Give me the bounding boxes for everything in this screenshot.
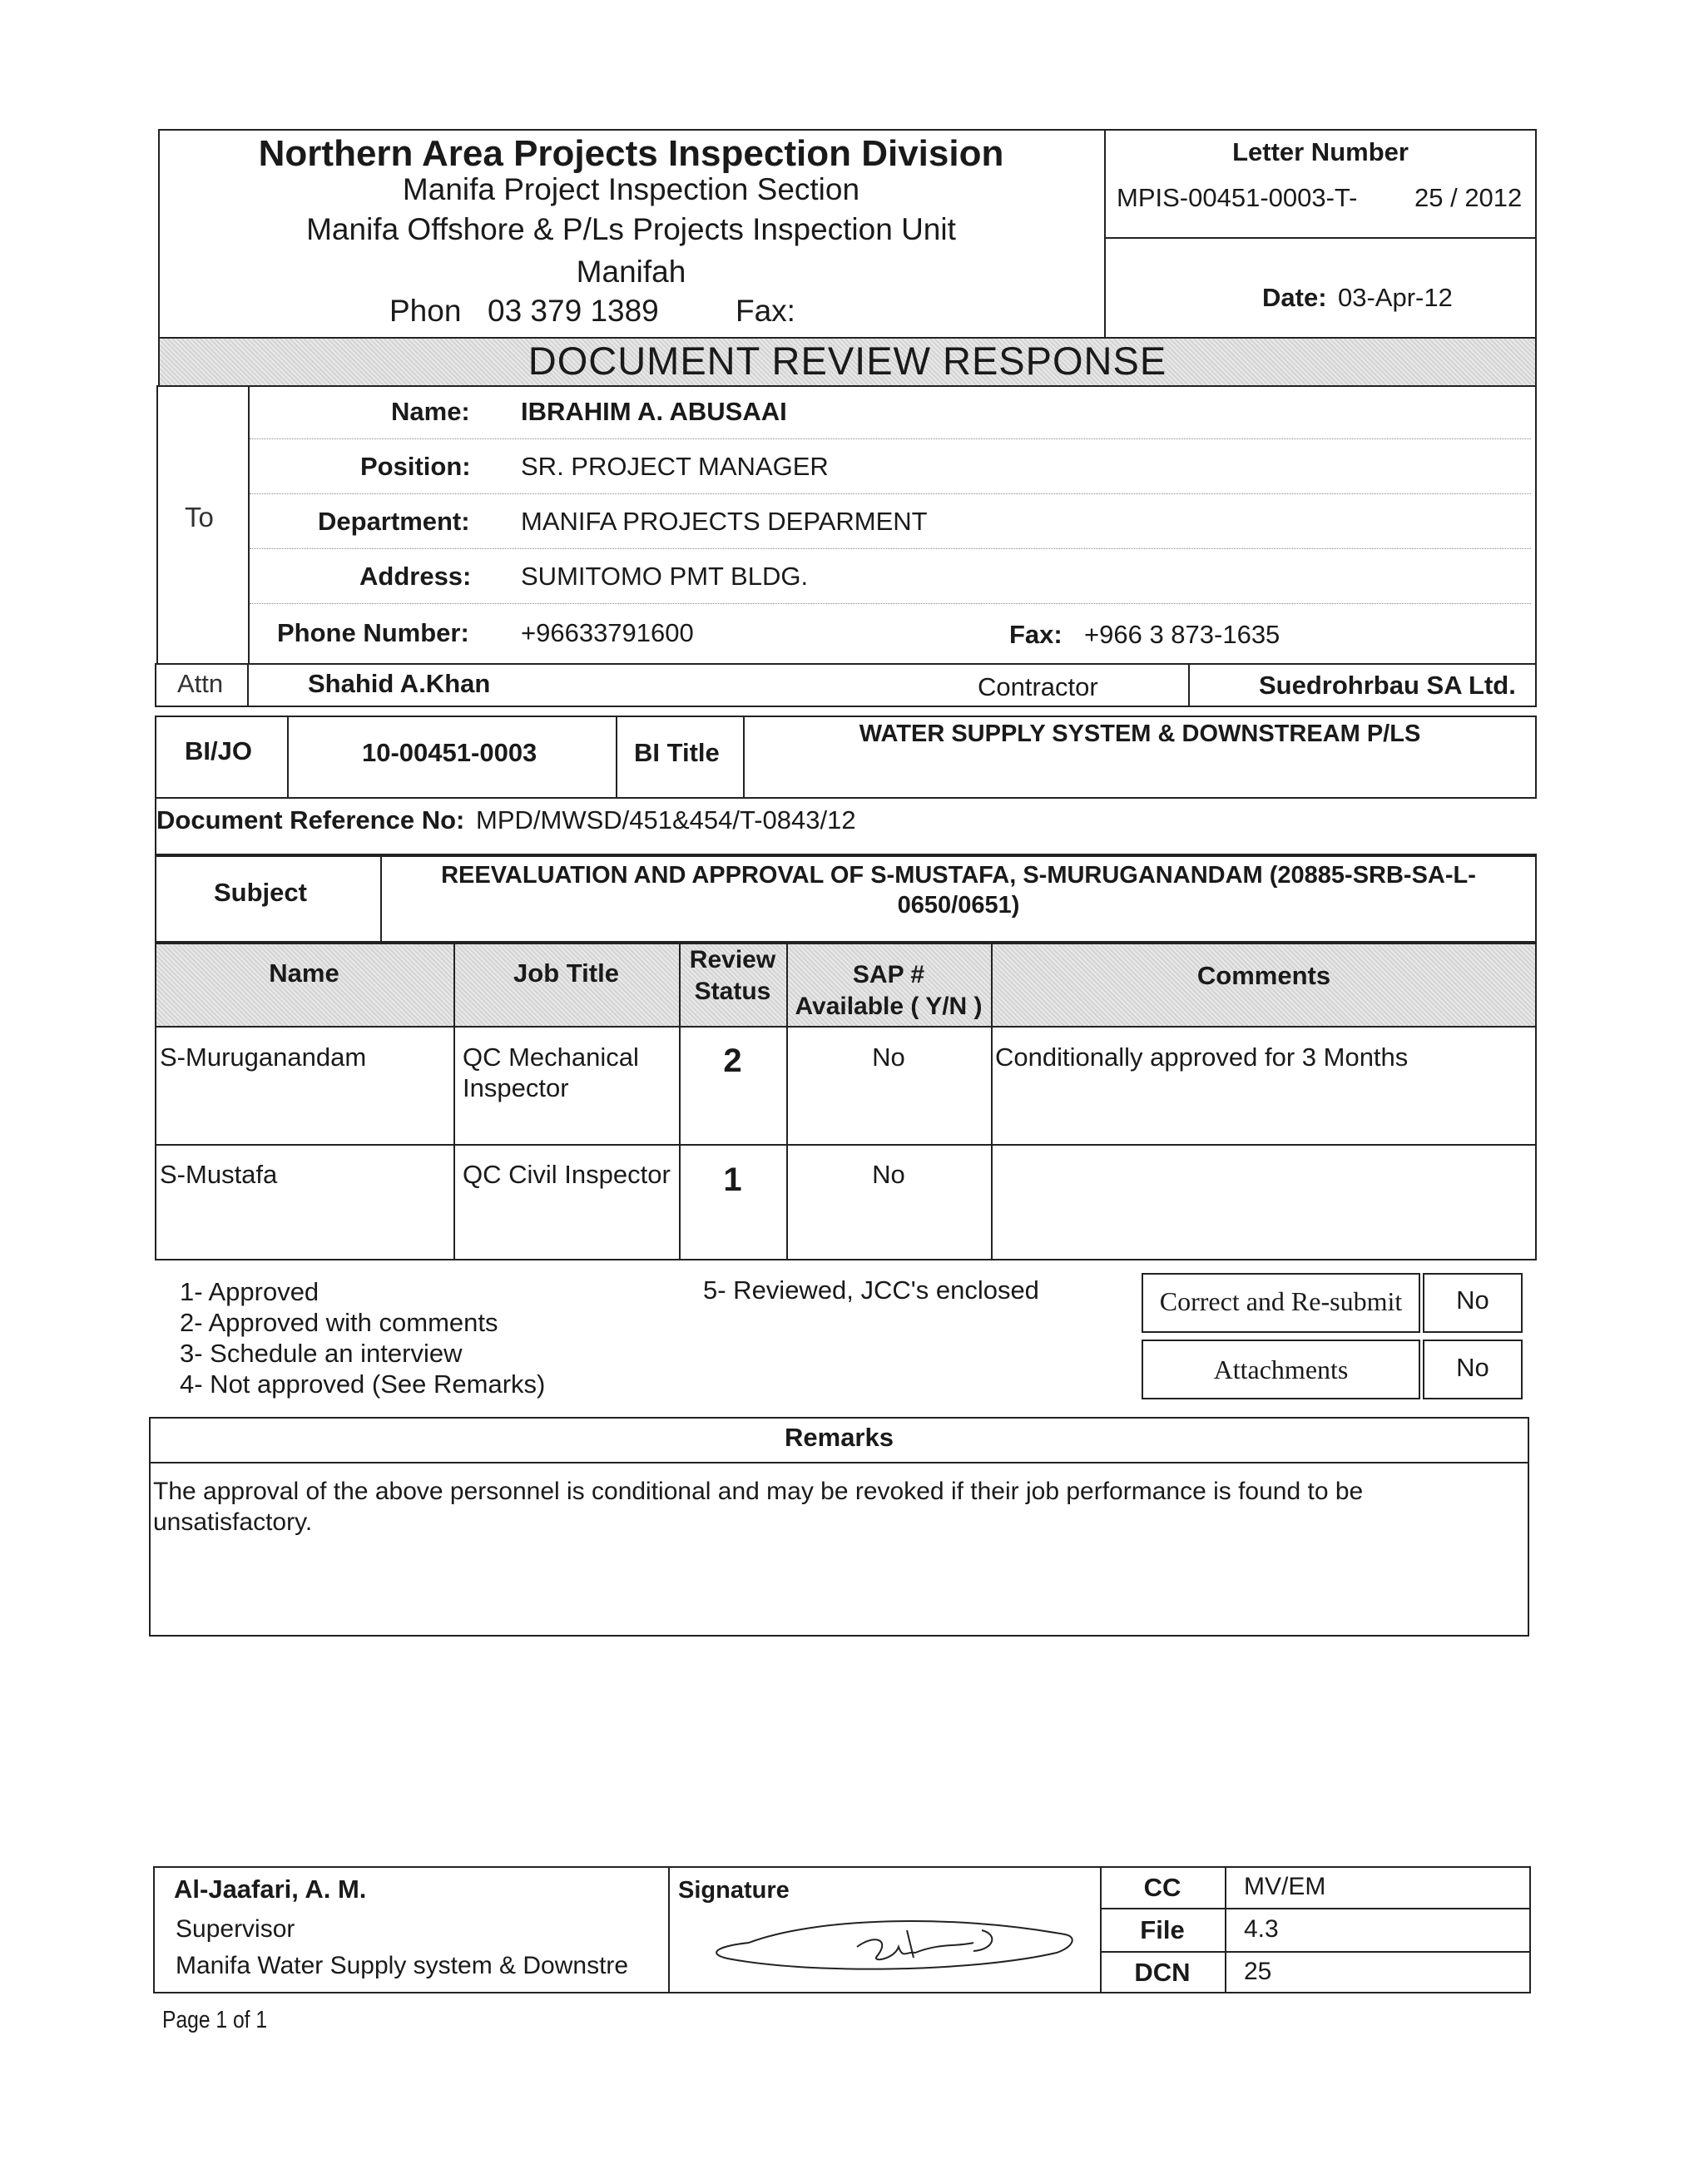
- to-name-label: Name:: [391, 397, 470, 426]
- header-sap-2: Available ( Y/N ): [795, 993, 983, 1020]
- remarks-title: Remarks: [785, 1423, 894, 1452]
- header-review-1: Review: [689, 946, 776, 973]
- remarks-title-line: [149, 1462, 1529, 1463]
- bijo-label: BI/JO: [185, 736, 252, 765]
- row1-job-1: QC Mechanical: [463, 1042, 639, 1072]
- bi-title: WATER SUPPLY SYSTEM & DOWNSTREAM P/LS: [859, 721, 1421, 747]
- unit-title: Manifa Offshore & P/Ls Projects Inspection Unit: [306, 212, 956, 246]
- legend-item-3: 3- Schedule an interview: [180, 1339, 463, 1368]
- footer-div3: [1225, 1866, 1226, 1993]
- attn-name: Shahid A.Khan: [308, 669, 491, 698]
- phone-label: Phon: [389, 294, 462, 328]
- footer-name: Al-Jaafari, A. M.: [174, 1874, 367, 1904]
- footer-role: Supervisor: [176, 1915, 295, 1943]
- to-position-label: Position:: [360, 452, 471, 481]
- row2-job-1: QC Civil Inspector: [463, 1160, 671, 1189]
- banner-title: DOCUMENT REVIEW RESPONSE: [528, 339, 1167, 383]
- header-sap-1: SAP #: [852, 961, 925, 988]
- docref-label: Document Reference No:: [156, 805, 465, 834]
- letter-date-divider: [1104, 237, 1537, 239]
- row1-comments: Conditionally approved for 3 Months: [995, 1042, 1409, 1072]
- to-divider: [248, 385, 250, 665]
- signature-label: Signature: [678, 1877, 790, 1904]
- bijo-div2: [616, 716, 617, 799]
- footer-row2: [1100, 1951, 1531, 1953]
- row2-sap: No: [872, 1160, 905, 1189]
- file-value: 4.3: [1244, 1915, 1279, 1943]
- location: Manifah: [576, 255, 686, 289]
- cc-value: MV/EM: [1244, 1873, 1326, 1900]
- row1-status: 2: [723, 1042, 742, 1079]
- contractor-divider: [1188, 663, 1190, 707]
- row2-status: 1: [723, 1161, 742, 1198]
- header-review-2: Status: [694, 978, 771, 1005]
- legend-item-2: 2- Approved with comments: [180, 1308, 498, 1337]
- to-label: To: [185, 502, 214, 532]
- attn-divider: [247, 663, 249, 707]
- page-number: Page 1 of 1: [162, 2007, 268, 2033]
- to-address-label: Address:: [359, 562, 472, 591]
- footer-div1: [668, 1866, 670, 1993]
- header-job-title: Job Title: [513, 958, 619, 988]
- row2-name: S-Mustafa: [160, 1160, 278, 1189]
- legend-item-1: 1- Approved: [180, 1277, 320, 1306]
- legend-item-4: 4- Not approved (See Remarks): [180, 1369, 546, 1399]
- remarks-line-1: The approval of the above personnel is conditional and may be revoked if their job performance is found to be: [153, 1478, 1364, 1505]
- signature-icon: [699, 1909, 1090, 1993]
- letter-number-label: Letter Number: [1232, 137, 1409, 166]
- to-address-underline: [250, 603, 1531, 604]
- header-comments: Comments: [1196, 961, 1331, 990]
- contractor-name: Suedrohrbau SA Ltd.: [1259, 671, 1516, 700]
- dcn-value: 25: [1244, 1958, 1272, 1985]
- docref-value: MPD/MWSD/451&454/T-0843/12: [476, 805, 856, 834]
- table-col3: [786, 943, 788, 1260]
- to-position: SR. PROJECT MANAGER: [521, 452, 829, 481]
- bijo-value: 10-00451-0003: [362, 738, 537, 767]
- to-department-label: Department:: [318, 507, 470, 536]
- to-address: SUMITOMO PMT BLDG.: [521, 562, 809, 591]
- table-col1: [453, 943, 455, 1260]
- header-name: Name: [269, 958, 339, 988]
- section-title: Manifa Project Inspection Section: [402, 172, 860, 206]
- date-label: Date:: [1262, 283, 1327, 312]
- to-department-underline: [250, 548, 1531, 549]
- dcn-label: DCN: [1134, 1958, 1191, 1987]
- contractor-label: Contractor: [978, 672, 1098, 701]
- to-fax: +966 3 873-1635: [1084, 620, 1280, 649]
- attn-label: Attn: [177, 669, 224, 698]
- table-header-line: [155, 1026, 1537, 1028]
- row1-name: S-Muruganandam: [160, 1042, 367, 1072]
- subject-label: Subject: [214, 878, 307, 907]
- legend-item-5: 5- Reviewed, JCC's enclosed: [703, 1275, 1039, 1305]
- to-position-underline: [250, 493, 1531, 494]
- to-phone: +96633791600: [521, 618, 694, 647]
- to-name-underline: [250, 438, 1531, 439]
- cc-label: CC: [1143, 1873, 1181, 1902]
- fax-label: Fax:: [736, 294, 795, 328]
- bijo-div1: [287, 716, 289, 799]
- to-fax-label: Fax:: [1009, 620, 1063, 649]
- subject-line1: REEVALUATION AND APPROVAL OF S-MUSTAFA, S-MURUGANANDAM (20885-SRB-SA-L-: [441, 862, 1476, 889]
- file-label: File: [1140, 1915, 1185, 1944]
- letter-number: MPIS-00451-0003-T-: [1117, 183, 1358, 212]
- footer-row1: [1100, 1908, 1531, 1909]
- resubmit-label: Correct and Re-submit: [1159, 1286, 1403, 1316]
- attachments-label: Attachments: [1213, 1354, 1349, 1384]
- to-name: IBRAHIM A. ABUSAAI: [521, 397, 787, 426]
- attachments-value: No: [1456, 1353, 1489, 1382]
- date-value: 03-Apr-12: [1338, 283, 1453, 312]
- footer-dept: Manifa Water Supply system & Downstre: [176, 1952, 629, 1979]
- division-title: Northern Area Projects Inspection Division: [258, 133, 1004, 174]
- bi-title-label: BI Title: [634, 738, 720, 767]
- row1-sap: No: [872, 1042, 905, 1072]
- to-department: MANIFA PROJECTS DEPARMENT: [521, 507, 928, 536]
- resubmit-value: No: [1456, 1285, 1489, 1315]
- letter-year: 25 / 2012: [1414, 183, 1523, 212]
- table-row-line: [155, 1144, 1537, 1146]
- remarks-line-2: unsatisfactory.: [153, 1508, 313, 1536]
- row1-job-2: Inspector: [463, 1073, 569, 1102]
- to-phone-label: Phone Number:: [277, 618, 469, 647]
- phone-value: 03 379 1389: [488, 294, 659, 328]
- subject-line2: 0650/0651): [897, 892, 1020, 919]
